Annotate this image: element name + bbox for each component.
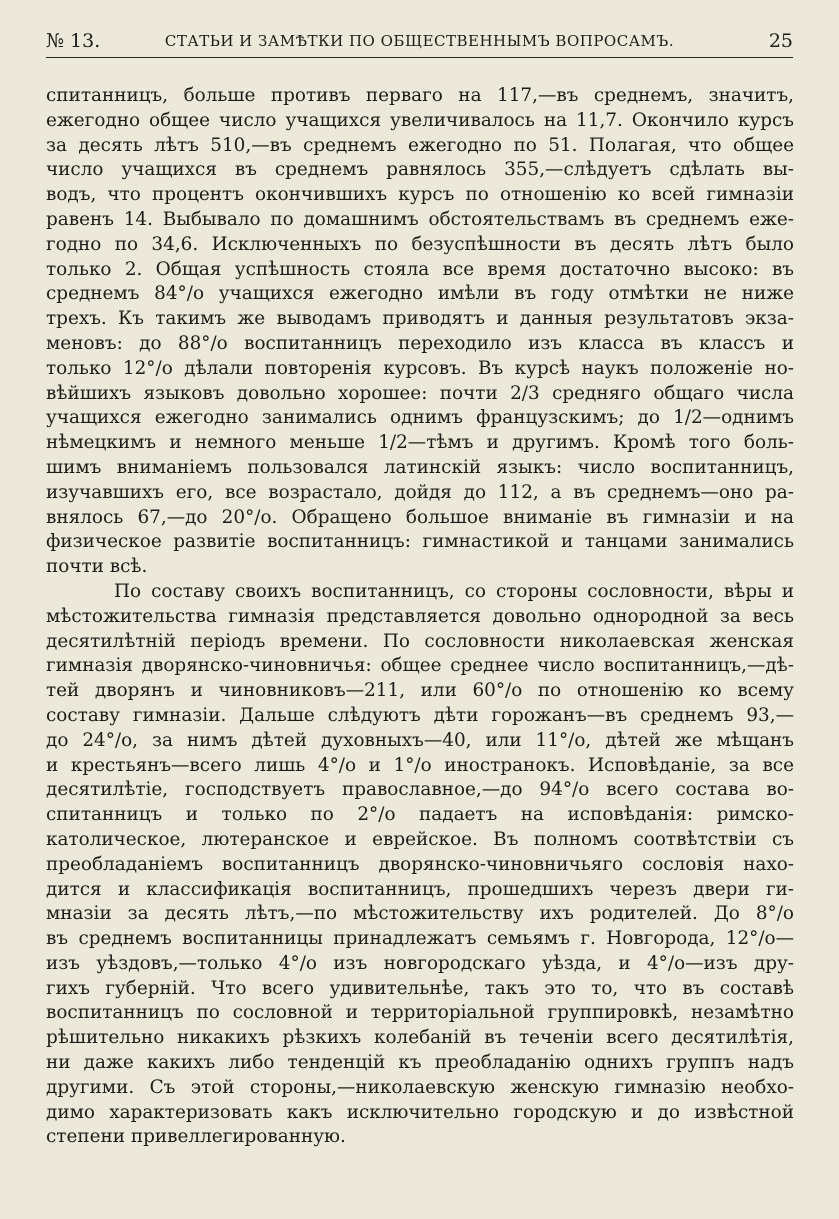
text-line: учащихся ежегодно занимались однимъ французскимъ; до 1/2—однимъ <box>46 407 794 429</box>
text-line: вѣйшихъ языковъ довольно хорошее: почти 2/3 средняго общаго числа <box>46 382 794 404</box>
text-line: димо характеризовать какъ исключительно городскую и до извѣстной <box>46 1101 794 1123</box>
article-text <box>46 84 794 1150</box>
text-line: ежегодно общее число учащихся увеличивалось на 11,7. Окончило курсъ <box>46 109 794 131</box>
text-line: другими. Съ этой стороны,—николаевскую женскую гимназію необхо- <box>46 1076 794 1098</box>
text-line: гихъ губерній. Что всего удивительнѣе, такъ это то, что въ составѣ <box>46 977 794 999</box>
text-line: мназіи за десять лѣтъ,—по мѣстожительству ихъ родителей. До 8°/о <box>46 903 794 925</box>
header-rule <box>46 57 793 58</box>
text-line: воспитанницъ по сословной и территоріальной группировкѣ, незамѣтно <box>46 1002 794 1024</box>
text-line: спитанницъ и только по 2°/о падаетъ на исповѣданія: римско- <box>46 804 794 826</box>
text-line: преобладаніемъ воспитанницъ дворянско-чиновничьяго сословія нахо- <box>46 853 794 875</box>
paragraph-end-line: почти всѣ. <box>46 556 148 578</box>
text-line: только 2. Общая успѣшность стояла все время достаточно высоко: въ <box>46 258 794 280</box>
text-line: изучавшихъ его, все возрастало, дойдя до 112, а въ среднемъ—оно ра- <box>46 481 794 503</box>
text-line: число учащихся въ среднемъ равнялось 355,—слѣдуетъ сдѣлать вы- <box>46 159 794 181</box>
text-line: равенъ 14. Выбывало по домашнимъ обстоятельствамъ въ среднемъ еже- <box>46 208 794 230</box>
running-header <box>46 28 793 54</box>
text-line: шимъ вниманіемъ пользовался латинскій языкъ: число воспитанницъ, <box>46 456 794 478</box>
text-line: среднемъ 84°/о учащихся ежегодно имѣли въ году отмѣтки не ниже <box>46 283 794 305</box>
text-line: гимназія дворянско-чиновничья: общее среднее число воспитанницъ,—дѣ- <box>46 655 794 677</box>
text-line: годно по 34,6. Исключенныхъ по безуспѣшности въ десять лѣтъ было <box>46 233 794 255</box>
page-number: 25 <box>768 30 793 52</box>
text-line: спитанницъ, больше противъ перваго на 117,—въ среднемъ, значитъ, <box>46 85 794 106</box>
text-line: изъ уѣздовъ,—только 4°/о изъ новгородскаго уѣзда, и 4°/о—изъ дру- <box>46 952 794 974</box>
paragraph-end-line: степени привеллегированную. <box>46 1126 346 1148</box>
text-line: водъ, что процентъ окончившихъ курсъ по отношенію ко всей гимназіи <box>46 184 794 206</box>
text-line: за десять лѣтъ 510,—въ среднемъ ежегодно по 51. Полагая, что общее <box>46 134 794 156</box>
text-line: въ среднемъ воспитанницы принадлежатъ семьямъ г. Новгорода, 12°/о— <box>46 928 794 950</box>
text-line: и крестьянъ—всего лишь 4°/о и 1°/о иностранокъ. Исповѣданіе, за все <box>46 754 794 776</box>
text-line: десятилѣтній періодъ времени. По сословности николаевская женская <box>46 630 794 652</box>
text-line: десятилѣтіе, господствуетъ православное,—до 94°/о всего состава во- <box>46 779 794 801</box>
text-line: до 24°/о, за нимъ дѣтей духовныхъ—40, или 11°/о, дѣтей же мѣщанъ <box>46 729 794 751</box>
text-line: нѣмецкимъ и немного меньше 1/2—тѣмъ и другимъ. Кромѣ того боль- <box>46 432 794 454</box>
text-line: трехъ. Къ такимъ же выводамъ приводятъ и данныя результатовъ экза- <box>46 308 794 330</box>
text-line: рѣшительно никакихъ рѣзкихъ колебаній въ теченіи всего десятилѣтія, <box>46 1027 794 1049</box>
text-line: только 12°/о дѣлали повторенія курсовъ. Въ курсѣ наукъ положеніе но- <box>46 357 794 379</box>
issue-number: № 13. <box>46 30 101 52</box>
text-line: тей дворянъ и чиновниковъ—211, или 60°/о по отношенію ко всему <box>46 680 794 702</box>
text-line: ни даже какихъ либо тенденцій къ преобладанію однихъ группъ надъ <box>46 1052 794 1074</box>
text-line: составу гимназіи. Дальше слѣдуютъ дѣти горожанъ—въ среднемъ 93,— <box>46 704 794 726</box>
section-title: СТАТЬИ И ЗАМѢТКИ ПО ОБЩЕСТВЕННЫМЪ ВОПРОСАМЪ. <box>164 32 675 50</box>
text-line: католическое, лютеранское и еврейское. Въ полномъ соотвѣтствіи съ <box>46 828 794 850</box>
text-line: внялось 67,—до 20°/о. Обращено большое вниманіе въ гимназіи и на <box>46 506 794 528</box>
text-line: мѣстожительства гимназія представляется довольно однородной за весь <box>46 605 794 627</box>
text-line: физическое развитіе воспитанницъ: гимнастикой и танцами занимались <box>46 531 794 553</box>
paragraph-start-line: По составу своихъ воспитанницъ, со стороны сословности, вѣры и <box>114 580 794 602</box>
text-line: дится и классификація воспитанницъ, прошедшихъ черезъ двери ги- <box>46 878 794 900</box>
text-line: меновъ: до 88°/о воспитанницъ переходило изъ класса въ классъ и <box>46 332 794 354</box>
